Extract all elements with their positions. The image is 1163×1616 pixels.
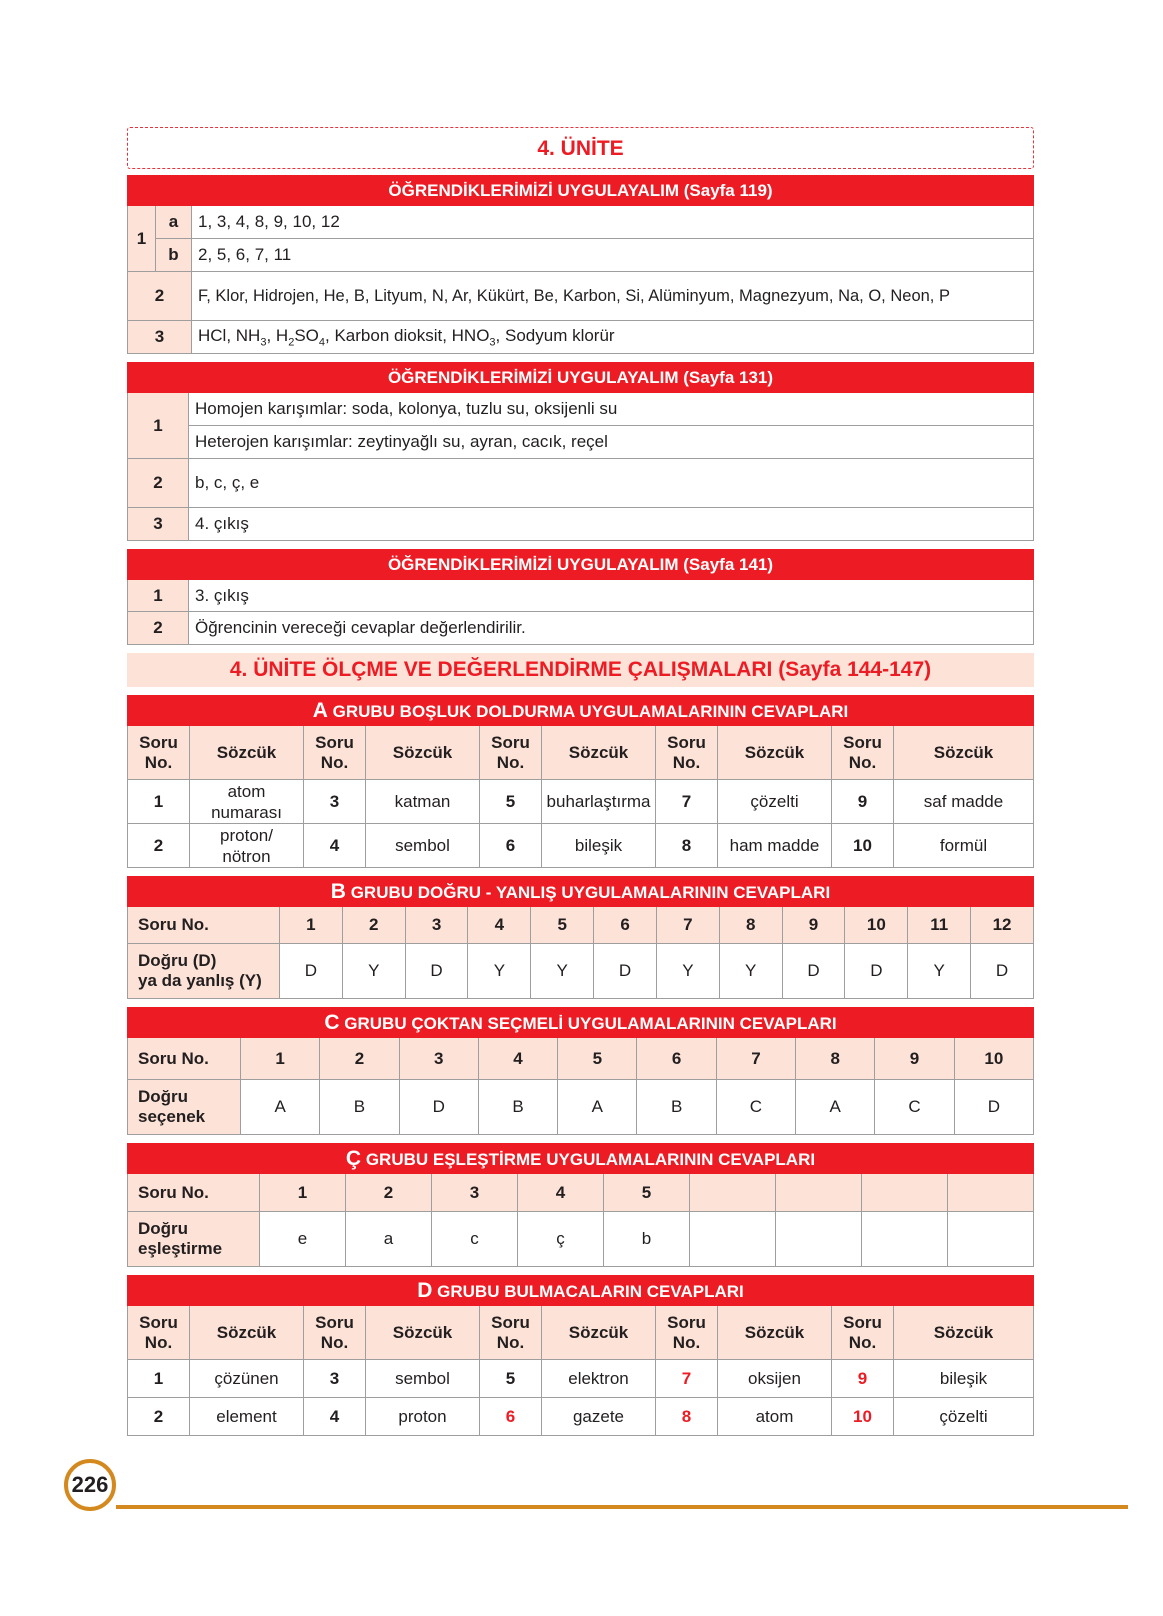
- column-header-soru: Soru No.: [304, 1306, 366, 1360]
- column-header-sozcuk: Sözcük: [190, 726, 304, 780]
- answer-word: buharlaştırma: [542, 780, 656, 824]
- answer-value: [948, 1212, 1034, 1267]
- answer-word: atom: [718, 1398, 832, 1436]
- question-number: 6: [594, 907, 657, 944]
- question-number: 8: [796, 1038, 875, 1080]
- group-cc-table: Ç GRUBU EŞLEŞTİRME UYGULAMALARININ CEVAPLARI Soru No. 1 2 3 4 5 Doğru eşleştirme e a c ç b: [127, 1143, 1034, 1267]
- column-header-sozcuk: Sözcük: [894, 1306, 1034, 1360]
- answer-word: bileşik: [542, 824, 656, 868]
- question-number: 2: [346, 1174, 432, 1212]
- answer-word: çözelti: [894, 1398, 1034, 1436]
- question-number: 8: [656, 1398, 718, 1436]
- answer-value: B: [478, 1080, 557, 1135]
- answer-word: gazete: [542, 1398, 656, 1436]
- answer-value: Y: [342, 944, 405, 999]
- question-number: 1: [280, 907, 343, 944]
- question-number: 6: [480, 824, 542, 868]
- question-number: 9: [832, 1360, 894, 1398]
- question-number: 4: [478, 1038, 557, 1080]
- answer-value: [690, 1212, 776, 1267]
- column-header-sozcuk: Sözcük: [366, 1306, 480, 1360]
- column-header-soru: Soru No.: [832, 726, 894, 780]
- section-131-table: ÖĞRENDİKLERİMİZİ UYGULAYALIM (Sayfa 131) 1 Homojen karışımlar: soda, kolonya, tuzlu su, oksijenli su Heterojen karışımlar: zeytinyağlı su, ayran, cacık, reçel 2 b, c, ç, e 3 4. çıkış: [127, 362, 1034, 541]
- group-a-table: [127, 695, 1034, 868]
- question-number: 8: [719, 907, 782, 944]
- assessment-title: 4. ÜNİTE ÖLÇME VE DEĞERLENDİRME ÇALIŞMALARI (Sayfa 144-147): [127, 653, 1034, 687]
- answer-word: bileşik: [894, 1360, 1034, 1398]
- question-number: 7: [716, 1038, 795, 1080]
- column-header-soru: Soru No.: [656, 726, 718, 780]
- answer-word: çözünen: [190, 1360, 304, 1398]
- answer-value: D: [399, 1080, 478, 1135]
- question-number: 4: [304, 1398, 366, 1436]
- answer-value: C: [716, 1080, 795, 1135]
- group-c-title: C GRUBU ÇOKTAN SEÇMELİ UYGULAMALARININ CEVAPLARI: [128, 1008, 1034, 1038]
- answer-value: a: [346, 1212, 432, 1267]
- answer-value: [862, 1212, 948, 1267]
- section-141-table: ÖĞRENDİKLERİMİZİ UYGULAYALIM (Sayfa 141) 1 3. çıkış 2 Öğrencinin vereceği cevaplar değerlendirilir.: [127, 549, 1034, 645]
- column-header-soru: Soru No.: [832, 1306, 894, 1360]
- answer-value: A: [796, 1080, 875, 1135]
- group-c-table: C GRUBU ÇOKTAN SEÇMELİ UYGULAMALARININ CEVAPLARI Soru No. 1 2 3 4 5 6 7 8 9 10 Doğru seçenek A B D B A B C A C D: [127, 1007, 1034, 1135]
- answer-value: D: [594, 944, 657, 999]
- answer-value: Y: [468, 944, 531, 999]
- question-number: 4: [518, 1174, 604, 1212]
- answer-word: formül: [894, 824, 1034, 868]
- question-number: 11: [908, 907, 971, 944]
- column-header-soru: Soru No.: [480, 726, 542, 780]
- answer-value: B: [320, 1080, 399, 1135]
- answer-value: D: [405, 944, 468, 999]
- column-header-soru: Soru No.: [304, 726, 366, 780]
- question-number: 3: [399, 1038, 478, 1080]
- section-141-title: ÖĞRENDİKLERİMİZİ UYGULAYALIM (Sayfa 141): [128, 550, 1034, 580]
- answer-key: [127, 127, 1034, 1436]
- group-d-title: D GRUBU BULMACALARIN CEVAPLARI: [128, 1276, 1034, 1306]
- question-number: 10: [832, 1398, 894, 1436]
- question-number: 9: [832, 780, 894, 824]
- question-number: 3: [405, 907, 468, 944]
- question-number: 1: [128, 780, 190, 824]
- question-number: [948, 1174, 1034, 1212]
- answer-value: ç: [518, 1212, 604, 1267]
- group-a-title: A GRUBU BOŞLUK DOLDURMA UYGULAMALARININ CEVAPLARI: [128, 696, 1034, 726]
- question-number: 5: [531, 907, 594, 944]
- answer-word: çözelti: [718, 780, 832, 824]
- answer-value: B: [637, 1080, 716, 1135]
- section-119-table: ÖĞRENDİKLERİMİZİ UYGULAYALIM (Sayfa 119) 1 a 1, 3, 4, 8, 9, 10, 12 b 2, 5, 6, 7, 11 2 F, Klor, Hidrojen, He, B, Lityum, N, Ar, Kükürt, Be, Karbon, Si, Alüminyum, Magnezyum, Na, O, Neon, P 3 HCl, $NH_3$, $H_2SO_4$, Karbon dioksit, $HNO_3$, Sodyum klorür: [127, 175, 1034, 354]
- question-number: [862, 1174, 948, 1212]
- answer-value: Y: [719, 944, 782, 999]
- column-header-sozcuk: Sözcük: [542, 726, 656, 780]
- answer-word: sembol: [366, 824, 480, 868]
- question-number: 1: [241, 1038, 320, 1080]
- answer-word: ham madde: [718, 824, 832, 868]
- question-number: 2: [128, 1398, 190, 1436]
- question-number: 2: [320, 1038, 399, 1080]
- group-d-table: [127, 1275, 1034, 1436]
- footer-rule: [116, 1505, 1128, 1509]
- question-number: 9: [782, 907, 845, 944]
- group-b-table: B GRUBU DOĞRU - YANLIŞ UYGULAMALARININ CEVAPLARI Soru No. 1 2 3 4 5 6 7 8 9 10 11 12 Doğru (D) ya da yanlış (Y) D Y D Y Y D Y Y D D Y D: [127, 876, 1034, 999]
- column-header-soru: Soru No.: [480, 1306, 542, 1360]
- question-number: 12: [971, 907, 1034, 944]
- question-number: 10: [832, 824, 894, 868]
- column-header-sozcuk: Sözcük: [542, 1306, 656, 1360]
- answer-word: oksijen: [718, 1360, 832, 1398]
- column-header-sozcuk: Sözcük: [190, 1306, 304, 1360]
- question-number: 2: [128, 824, 190, 868]
- column-header-soru: Soru No.: [656, 1306, 718, 1360]
- answer-value: A: [241, 1080, 320, 1135]
- group-cc-title: Ç GRUBU EŞLEŞTİRME UYGULAMALARININ CEVAPLARI: [128, 1144, 1034, 1174]
- column-header-sozcuk: Sözcük: [894, 726, 1034, 780]
- question-number: 1: [260, 1174, 346, 1212]
- answer-word: element: [190, 1398, 304, 1436]
- answer-value: c: [432, 1212, 518, 1267]
- page-number: 226: [64, 1459, 116, 1511]
- answer-value: Y: [531, 944, 594, 999]
- column-header-sozcuk: Sözcük: [366, 726, 480, 780]
- question-number: 10: [845, 907, 908, 944]
- unit-title: 4. ÜNİTE: [127, 127, 1034, 169]
- formula-list: HCl, $NH_3$, $H_2SO_4$, Karbon dioksit, $HNO_3$, Sodyum klorür: [192, 321, 1034, 354]
- column-header-sozcuk: Sözcük: [718, 1306, 832, 1360]
- column-header-soru: Soru No.: [128, 726, 190, 780]
- question-number: [776, 1174, 862, 1212]
- question-number: 5: [604, 1174, 690, 1212]
- answer-value: D: [971, 944, 1034, 999]
- question-number: 5: [558, 1038, 637, 1080]
- question-number: 6: [637, 1038, 716, 1080]
- answer-value: Y: [656, 944, 719, 999]
- section-119-title: ÖĞRENDİKLERİMİZİ UYGULAYALIM (Sayfa 119): [128, 176, 1034, 206]
- answer-value: D: [280, 944, 343, 999]
- answer-value: A: [558, 1080, 637, 1135]
- question-number: 4: [304, 824, 366, 868]
- question-number: 3: [304, 1360, 366, 1398]
- question-number: 3: [304, 780, 366, 824]
- question-number: 10: [954, 1038, 1033, 1080]
- question-number: 5: [480, 1360, 542, 1398]
- question-number: 7: [656, 780, 718, 824]
- question-number: 9: [875, 1038, 954, 1080]
- group-b-title: B GRUBU DOĞRU - YANLIŞ UYGULAMALARININ CEVAPLARI: [128, 877, 1034, 907]
- answer-value: [776, 1212, 862, 1267]
- answer-word: proton: [366, 1398, 480, 1436]
- answer-word: atom numarası: [190, 780, 304, 824]
- answer-value: D: [782, 944, 845, 999]
- answer-value: Y: [908, 944, 971, 999]
- answer-word: elektron: [542, 1360, 656, 1398]
- question-number: 3: [432, 1174, 518, 1212]
- answer-value: b: [604, 1212, 690, 1267]
- question-number: [690, 1174, 776, 1212]
- answer-word: katman: [366, 780, 480, 824]
- answer-word: sembol: [366, 1360, 480, 1398]
- question-number: 1: [128, 1360, 190, 1398]
- question-number: 5: [480, 780, 542, 824]
- section-131-title: ÖĞRENDİKLERİMİZİ UYGULAYALIM (Sayfa 131): [128, 363, 1034, 393]
- answer-word: proton/ nötron: [190, 824, 304, 868]
- column-header-soru: Soru No.: [128, 1306, 190, 1360]
- answer-word: saf madde: [894, 780, 1034, 824]
- answer-value: D: [845, 944, 908, 999]
- column-header-sozcuk: Sözcük: [718, 726, 832, 780]
- answer-value: D: [954, 1080, 1033, 1135]
- question-number: 6: [480, 1398, 542, 1436]
- question-number: 7: [656, 1360, 718, 1398]
- answer-value: e: [260, 1212, 346, 1267]
- answer-value: C: [875, 1080, 954, 1135]
- question-number: 8: [656, 824, 718, 868]
- question-number: 7: [656, 907, 719, 944]
- question-number: 4: [468, 907, 531, 944]
- question-number: 2: [342, 907, 405, 944]
